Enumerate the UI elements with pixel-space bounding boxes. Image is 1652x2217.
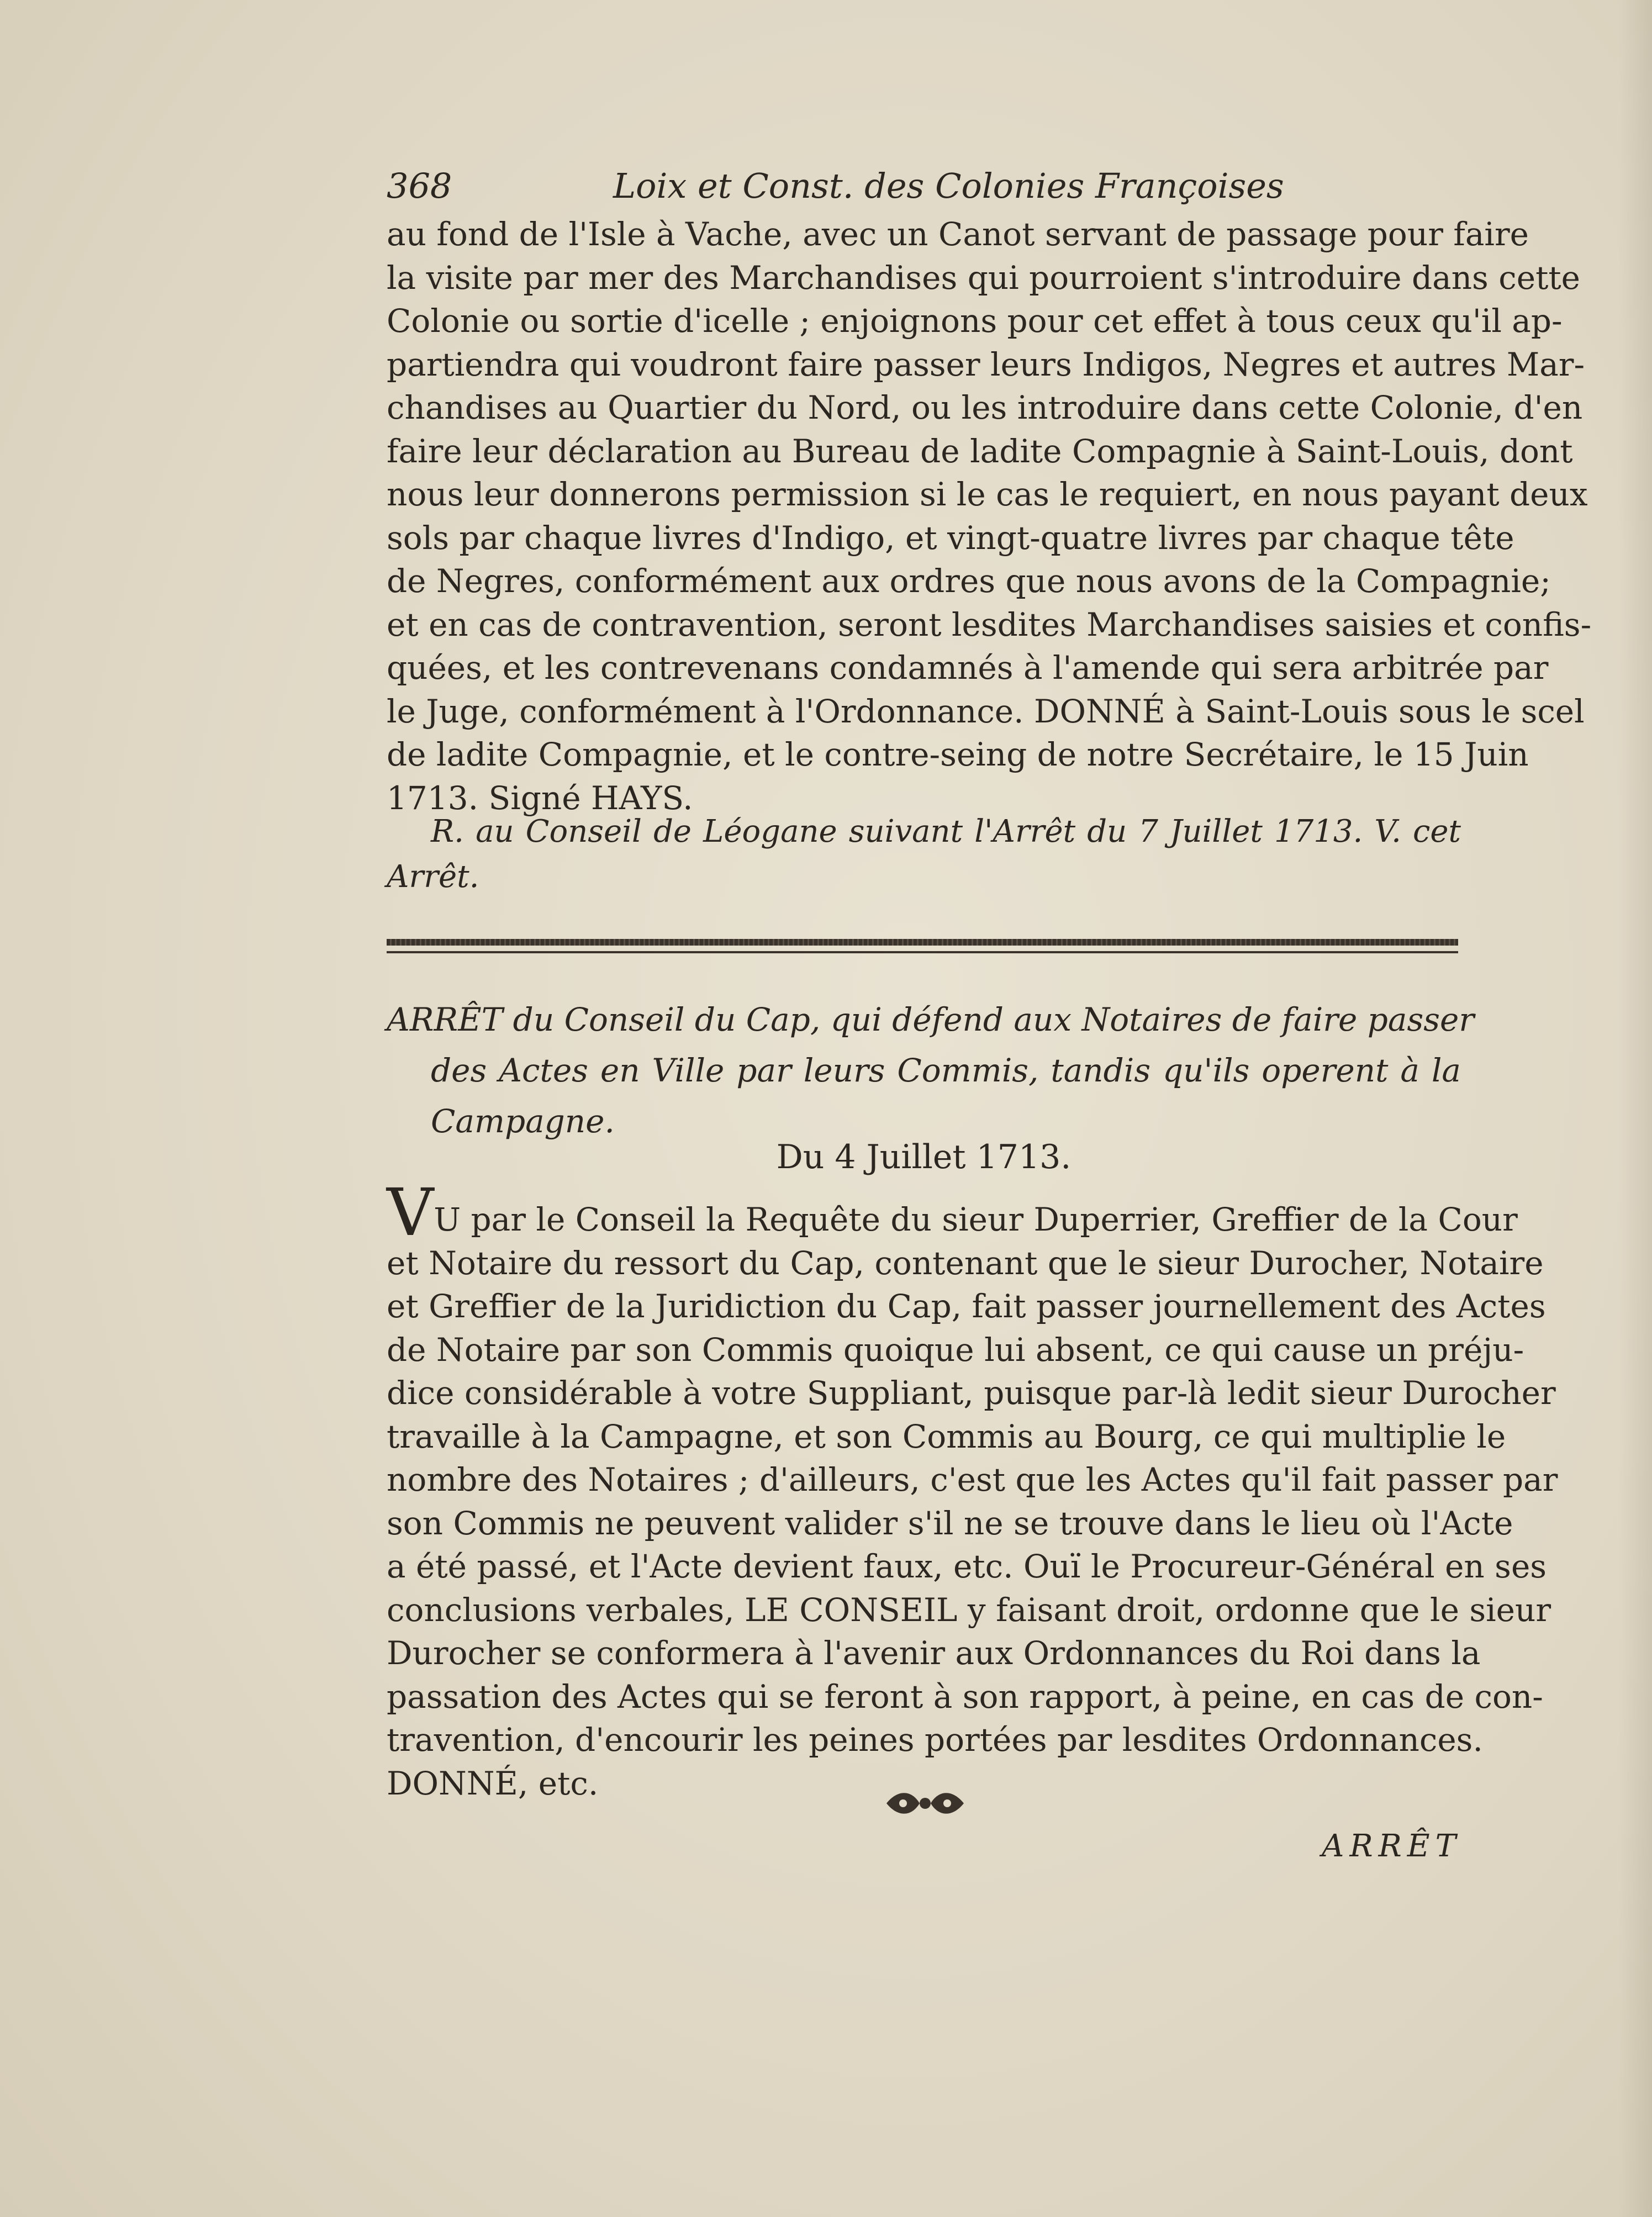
text-line-rest: U par le Conseil la Requête du sieur Duperrier, Greffier de la Cour [434, 1201, 1518, 1238]
text-line: Colonie ou sortie d'icelle ; enjoignons pour cet effet à tous ceux qu'il ap- [387, 302, 1563, 340]
drop-cap: V [387, 1174, 434, 1250]
text-line: et Greffier de la Juridiction du Cap, fait passer journellement des Actes [387, 1287, 1546, 1325]
ordinance-continued-text [387, 213, 1592, 820]
text-line: et Notaire du ressort du Cap, contenant que le sieur Durocher, Notaire [387, 1244, 1544, 1282]
text-line: de ladite Compagnie, et le contre-seing de notre Secrétaire, le 15 Juin [387, 736, 1529, 773]
registration-note-line: R. au Conseil de Léogane suivant l'Arrêt du 7 Juillet 1713. V. cet [431, 814, 1461, 849]
text-line: sols par chaque livres d'Indigo, et vingt-quatre livres par chaque tête [387, 519, 1514, 557]
text-line: son Commis ne peuvent valider s'il ne se trouve dans le lieu où l'Acte [387, 1504, 1513, 1542]
text-line: travaille à la Campagne, et son Commis au Bourg, ce qui multiplie le [387, 1417, 1506, 1455]
heading-line: des Actes en Ville par leurs Commis, tandis qu'ils operent à la [431, 1052, 1461, 1089]
page-number: 368 [387, 166, 452, 206]
text-line [387, 1174, 1518, 1250]
fleuron-ornament-icon [881, 1787, 969, 1820]
text-line: DONNÉ, etc. [387, 1764, 599, 1802]
text-line: nous leur donnerons permission si le cas le requiert, en nous payant deux [387, 476, 1588, 513]
text-line: et en cas de contravention, seront lesdites Marchandises saisies et confis- [387, 605, 1592, 643]
text-line: de Notaire par son Commis quoique lui absent, ce qui cause un préju- [387, 1331, 1524, 1369]
text-line: Durocher se conformera à l'avenir aux Ordonnances du Roi dans la [387, 1634, 1481, 1672]
catchword: ARRÊT [1322, 1828, 1461, 1864]
text-line: chandises au Quartier du Nord, ou les introduire dans cette Colonie, d'en [387, 389, 1583, 426]
arret-body-text [387, 1174, 1558, 1805]
text-line: travention, d'encourir les peines portées par lesdites Ordonnances. [387, 1721, 1483, 1759]
text-line: la visite par mer des Marchandises qui pourroient s'introduire dans cette [387, 258, 1581, 297]
text-line: le Juge, conformément à l'Ordonnance. DONNÉ à Saint-Louis sous le scel [387, 692, 1585, 730]
page-edge-shadow [1619, 0, 1652, 2217]
text-line: 1713. Signé HAYS. [387, 779, 693, 817]
registration-note-line: Arrêt. [387, 859, 479, 895]
text-line: nombre des Notaires ; d'ailleurs, c'est que les Actes qu'il fait passer par [387, 1461, 1558, 1498]
text-line: faire leur déclaration au Bureau de ladite Compagnie à Saint-Louis, dont [387, 432, 1573, 470]
heading-line: Campagne. [431, 1102, 615, 1140]
text-line: partiendra qui voudront faire passer leurs Indigos, Negres et autres Mar- [387, 345, 1585, 383]
text-line: dice considérable à votre Suppliant, puisque par-là ledit sieur Durocher [387, 1374, 1556, 1412]
running-title: Loix et Const. des Colonies Françoises [613, 166, 1284, 206]
text-line: quées, et les contrevenans condamnés à l'amende qui sera arbitrée par [387, 649, 1549, 687]
arret-heading [387, 994, 1475, 1147]
arret-date: Du 4 Juillet 1713. [776, 1138, 1072, 1176]
section-divider-thin-rule [387, 951, 1458, 953]
text-line: au fond de l'Isle à Vache, avec un Canot servant de passage pour faire [387, 215, 1529, 253]
text-line: conclusions verbales, LE CONSEIL y faisant droit, ordonne que le sieur [387, 1591, 1551, 1629]
registration-note [387, 809, 1461, 900]
heading-line: ARRÊT du Conseil du Cap, qui défend aux Notaires de faire passer [387, 1001, 1475, 1038]
page-header [387, 166, 1464, 210]
text-line: a été passé, et l'Acte devient faux, etc. Ouï le Procureur-Général en ses [387, 1548, 1547, 1585]
text-line: de Negres, conformément aux ordres que nous avons de la Compagnie; [387, 562, 1551, 600]
section-divider-rule [387, 939, 1458, 946]
text-line: passation des Actes qui se feront à son rapport, à peine, en cas de con- [387, 1677, 1543, 1715]
